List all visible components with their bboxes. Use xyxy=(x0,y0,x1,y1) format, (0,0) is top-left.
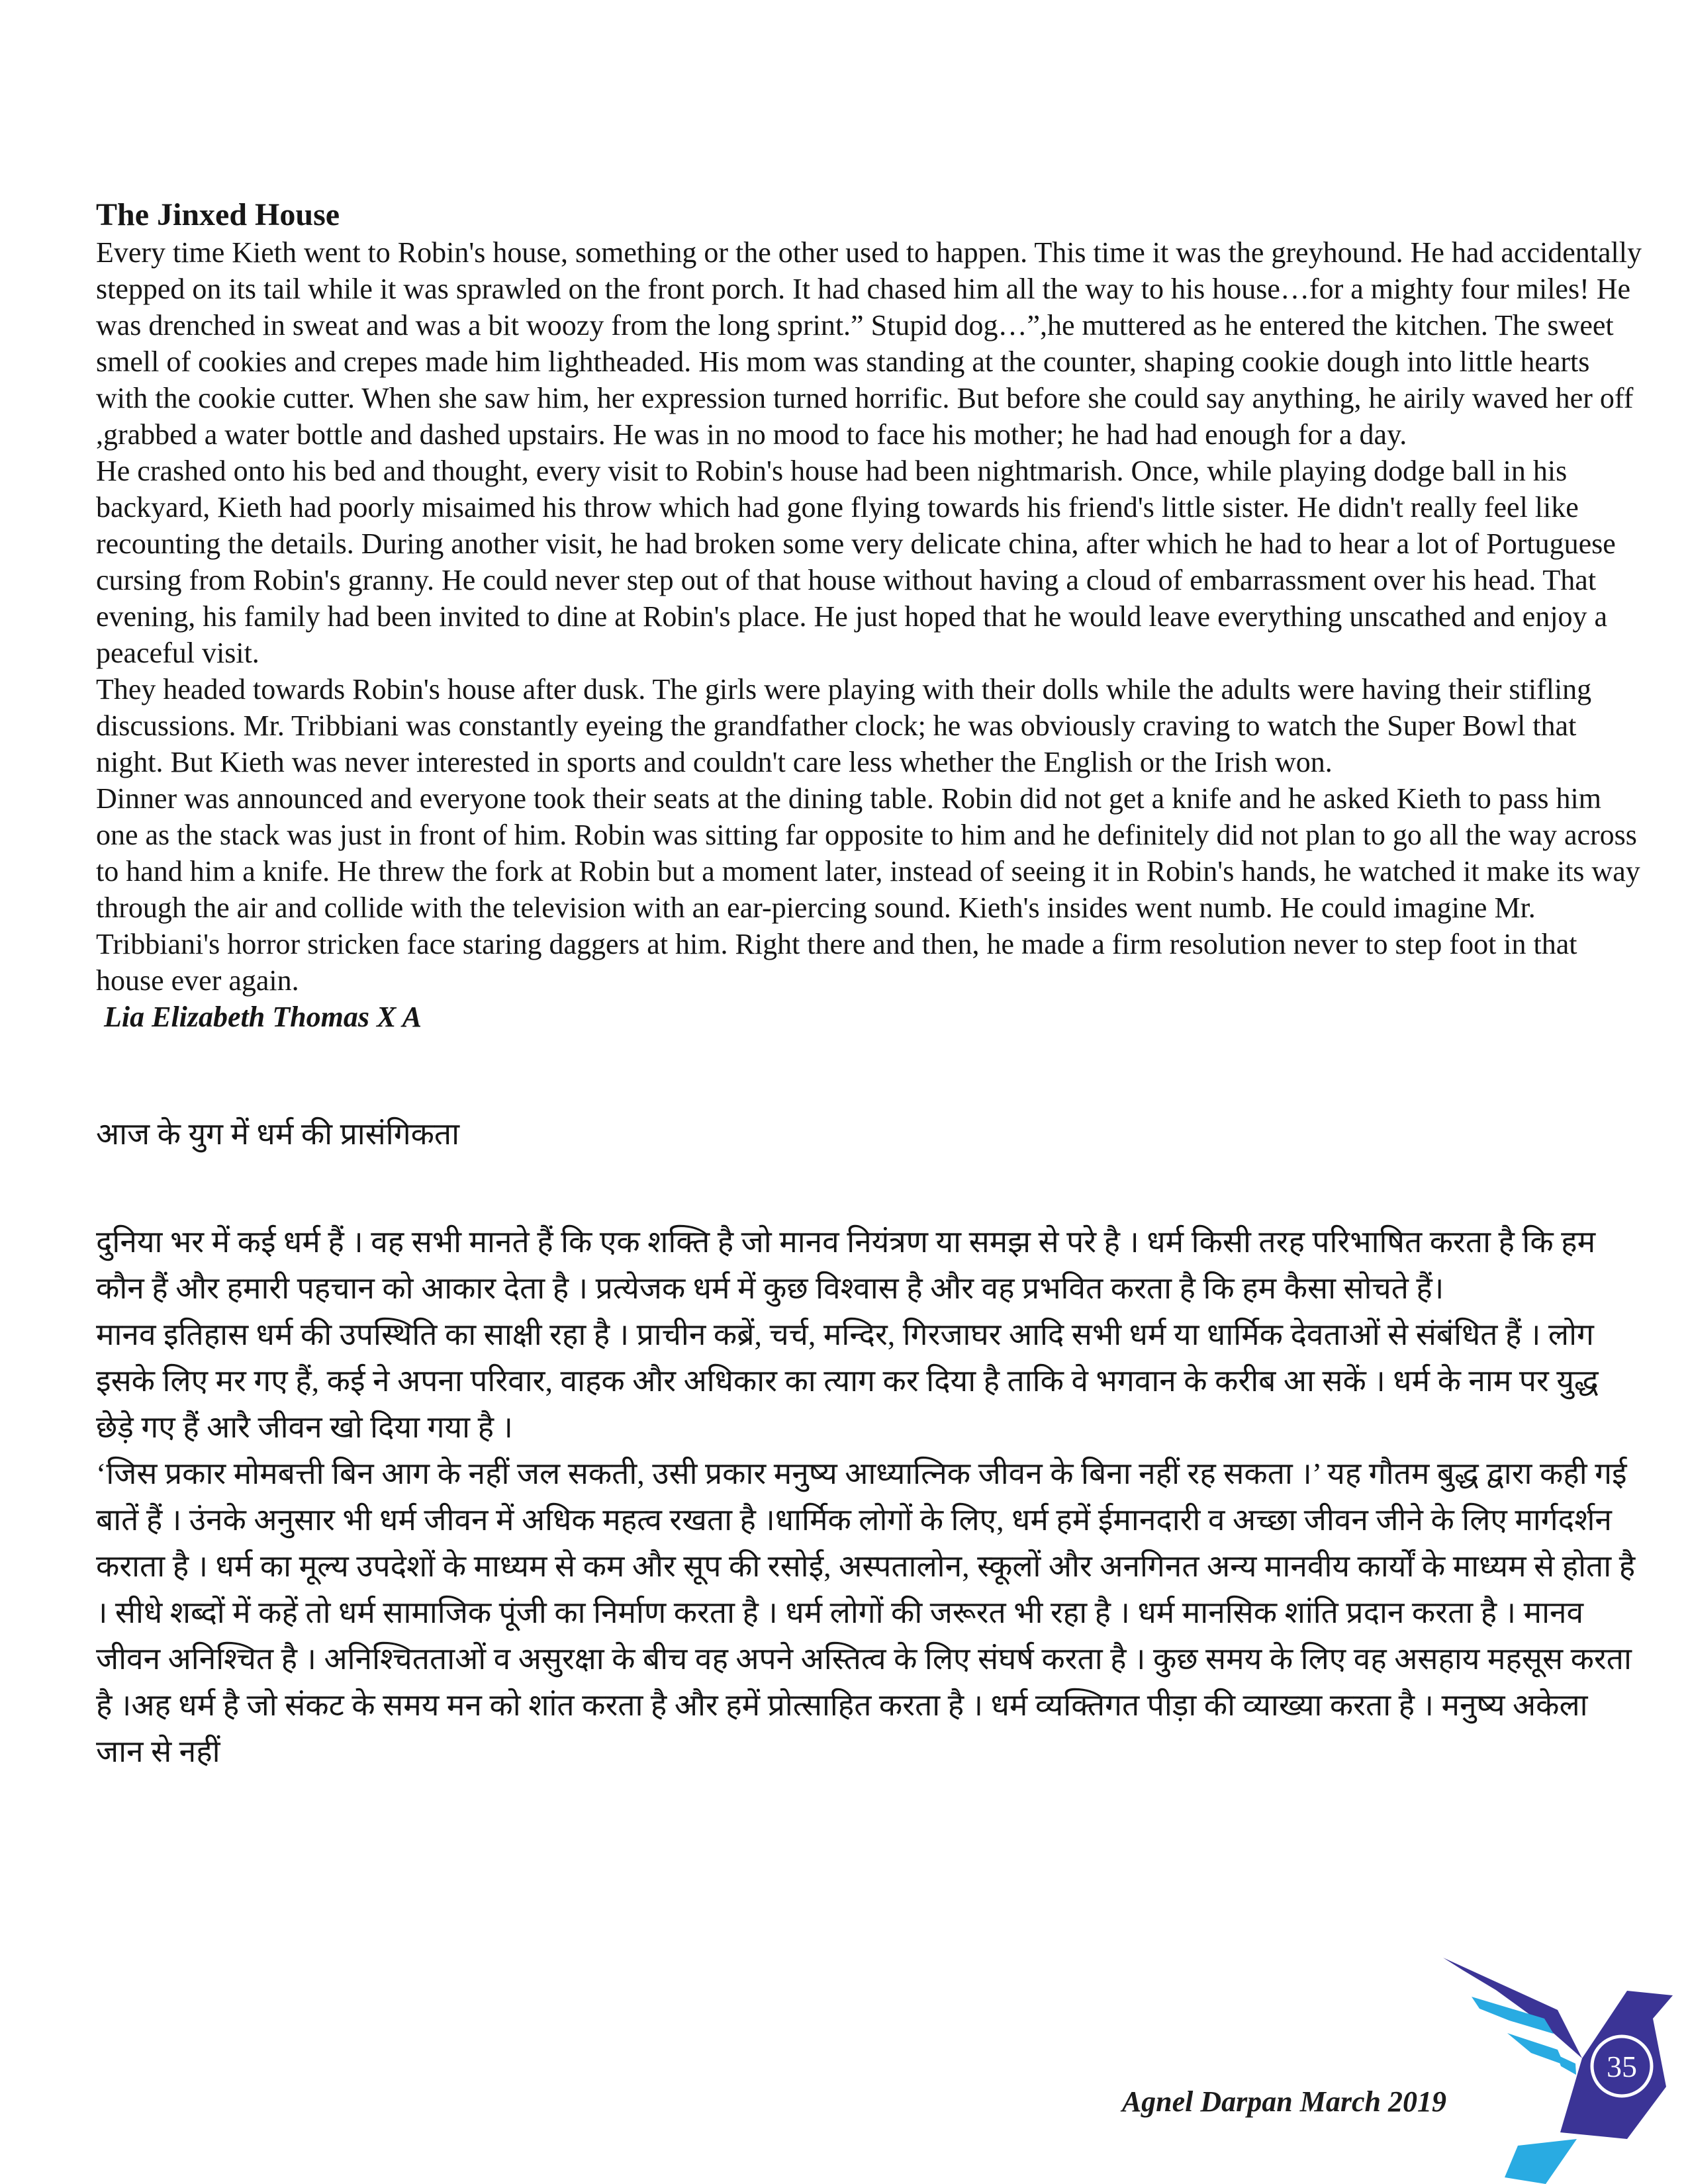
essay-paragraph-3: ‘जिस प्रकार मोमबत्ती बिन आग के नहीं जल सकती, उसी प्रकार मनुष्य आध्यात्निक जीवन के बिना नहीं रह सकता ।’ यह गौतम बुद्ध द्वारा कही गई बातें हैं । उंनके अनुसार भी धर्म जीवन में अधिक महत्व रखता है ।धार्मिक लोगों के लिए, धर्म हमें ईमानदारी व अच्छा जीवन जीने के लिए मार्गदर्शन कराता है । धर्म का मूल्य उपदेशों के माध्यम से कम और सूप की रसोई, अस्पतालोन, स्कूलों और अनगिनत अन्य मानवीय कार्यों के माध्यम से होता है । सीधे शब्दों में कहें तो धर्म सामाजिक पूंजी का निर्माण करता है । धर्म लोगों की जरूरत भी रहा है । धर्म मानसिक शांति प्रदान करता है । मानव जीवन अनिश्चित है । अनिश्चितताओं व असुरक्षा के बीच वह अपने अस्तित्व के लिए संघर्ष करता है । कुछ समय के लिए वह असहाय महसूस करता है ।अह धर्म है जो संकट के समय मन को शांत करता है और हमें प्रोत्साहित करता है । धर्म व्यक्तिगत पीड़ा की व्याख्या करता है । मनुष्य अकेला जान से नहीं xyxy=(96,1457,1636,1768)
story-paragraph-3: They headed towards Robin's house after dusk. The girls were playing with their dolls while the adults were having their stifling discussions. Mr. Tribbiani was constantly eyeing the grandfather clock; he was obviously craving to watch the Super Bowl that night. But Kieth was never interested in sports and couldn't care less whether the English or the Irish won. xyxy=(96,673,1592,778)
hindi-essay xyxy=(96,1113,1642,1775)
essay-title: आज के युग में धर्म की प्रासंगिकता xyxy=(96,1117,460,1151)
bird-wing-feather-2 xyxy=(1507,2033,1564,2065)
essay-paragraph-2: मानव इतिहास धर्म की उपस्थिति का साक्षी रहा है । प्राचीन कब्रें, चर्च, मन्दिर, गिरजाघर आदि सभी धर्म या धार्मिक देवताओं से संबंधित हैं । लोग इसके लिए मर गए हैं, कई ने अपना परिवार, वाहक और अधिकार का त्याग कर दिया है ताकि वे भगवान के करीब आ सकें । धर्म के नाम पर युद्ध छेड़े गए हैं आरै जीवन खो दिया गया है । xyxy=(96,1318,1599,1444)
story-author: Lia Elizabeth Thomas X A xyxy=(104,1001,422,1033)
bird-wing-feather-3 xyxy=(1557,2055,1576,2075)
page-content xyxy=(96,196,1642,1775)
footer-magazine-name: Agnel Darpan March 2019 xyxy=(1121,2085,1446,2118)
bird-logo xyxy=(1440,1952,1678,2184)
story-paragraph-2: He crashed onto his bed and thought, every visit to Robin's house had been nightmarish. Once, while playing dodge ball in his backyard, Kieth had poorly misaimed his throw which had gone flying towards his friend's little sister. He didn't really feel like recounting the details. During another visit, he had broken some very delicate china, after which he had to hear a lot of Portuguese cursing from Robin's granny. He could never step out of that house without having a cloud of embarrassment over his head. That evening, his family had been invited to dine at Robin's place. He just hoped that he would leave everything unscathed and enjoy a peaceful visit. xyxy=(96,455,1616,669)
essay-paragraph-1: दुनिया भर में कई धर्म हैं । वह सभी मानते हैं कि एक शक्ति है जो मानव नियंत्रण या समझ से परे है । धर्म किसी तरह परिभाषित करता है कि हम कौन हैं और हमारी पहचान को आकार देता है । प्रत्येजक धर्म में कुछ विश्वास है और वह प्रभवित करता है कि हम कैसा सोचते हैं। xyxy=(96,1225,1596,1305)
page-number: 35 xyxy=(1607,2050,1637,2083)
story-paragraph-4: Dinner was announced and everyone took their seats at the dining table. Robin did not get a knife and he asked Kieth to pass him one as the stack was just in front of him. Robin was sitting far opposite to him and he definitely did not plan to go all the way across to hand him a knife. He threw the fork at Robin but a moment later, instead of seeing it in Robin's hands, he watched it make its way through the air and collide with the television with an ear-piercing sound. Kieth's insides went numb. He could imagine Mr. Tribbiani's horror stricken face staring daggers at him. Right there and then, he made a firm resolution never to step foot in that house ever again. xyxy=(96,782,1640,997)
english-story xyxy=(96,196,1642,1035)
bird-upper-wing xyxy=(1443,1958,1582,2058)
story-title: The Jinxed House xyxy=(96,197,340,232)
story-paragraph-1: Every time Kieth went to Robin's house, something or the other used to happen. This time it was the greyhound. He had accidentally stepped on its tail while it was sprawled on the front porch. It had chased him all the way to his house…for a mighty four miles! He was drenched in sweat and was a bit woozy from the long sprint.” Stupid dog…”,he muttered as he entered the kitchen. The sweet smell of cookies and crepes made him lightheaded. His mom was standing at the counter, shaping cookie dough into little hearts with the cookie cutter. When she saw him, her expression turned horrific. But before she could say anything, he airily waved her off ,grabbed a water bottle and dashed upstairs. He was in no mood to face his mother; he had had enough for a day. xyxy=(96,236,1642,451)
bird-tail-feather xyxy=(1505,2139,1577,2184)
